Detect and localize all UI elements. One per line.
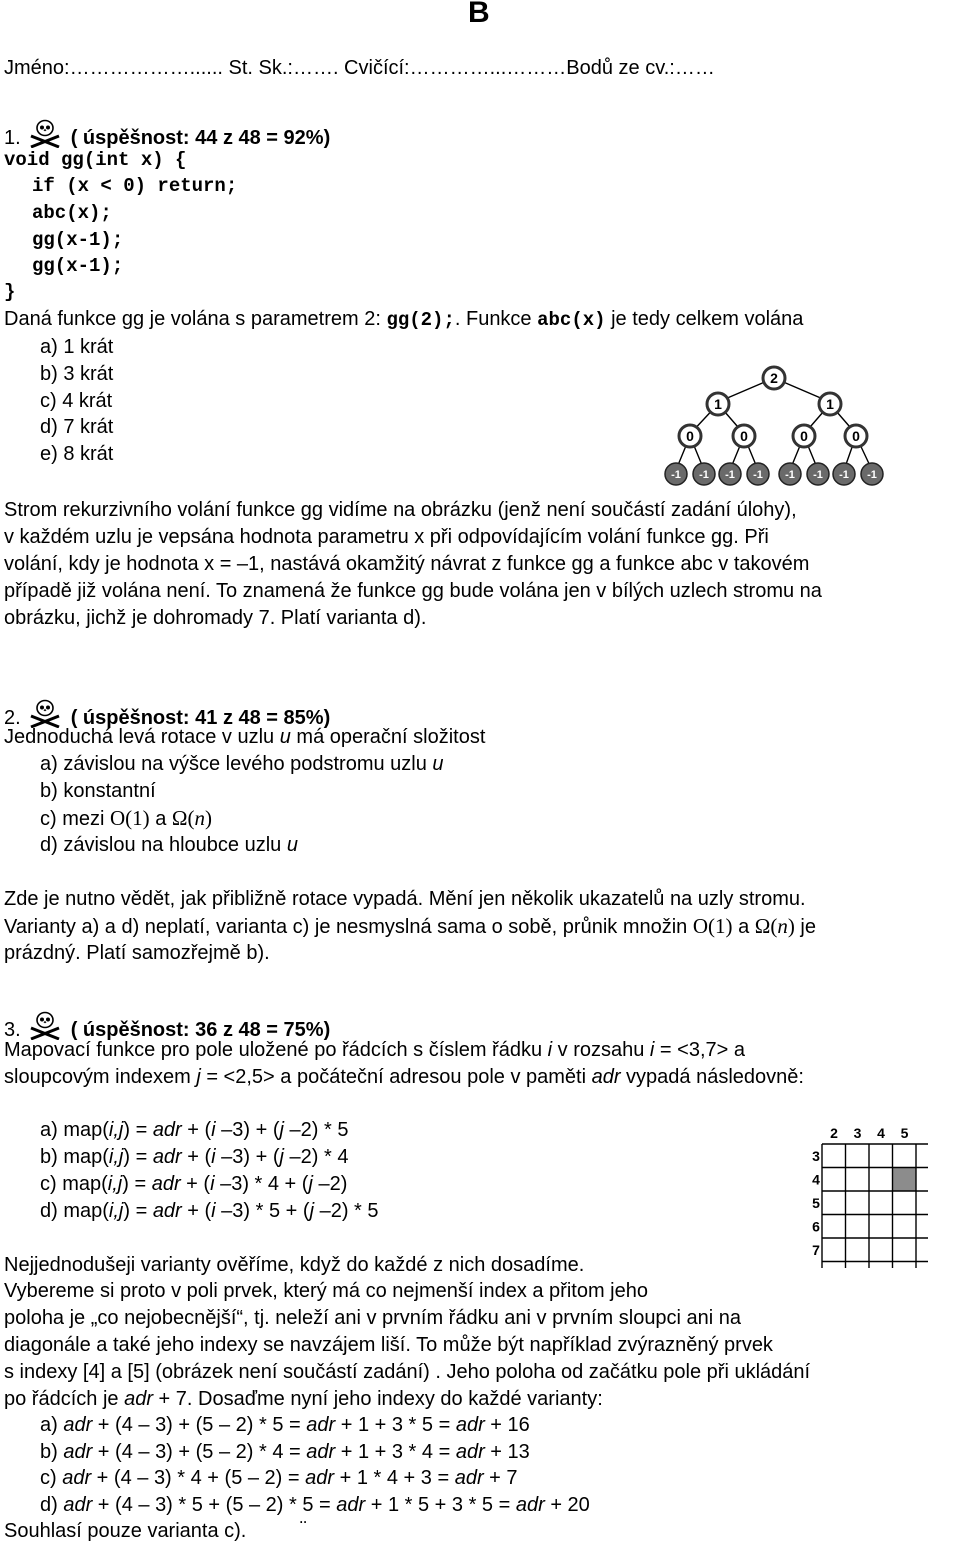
q1-code-line: if (x < 0) return; bbox=[32, 175, 238, 197]
svg-text:-1: -1 bbox=[753, 469, 763, 481]
q3-option-d: d) map(i,j) = adr + (i –3) * 5 + (j –2) * 5 bbox=[40, 1200, 379, 1222]
q1-option-b: b) 3 krát bbox=[40, 363, 114, 385]
q1-stem-text: Daná funkce gg je volána s parametrem 2: bbox=[4, 308, 387, 330]
skull-icon bbox=[27, 698, 63, 728]
q3-option-c: c) map(i,j) = adr + (i –3) * 4 + (j –2) bbox=[40, 1173, 348, 1195]
row-index-label: 3 bbox=[812, 1148, 820, 1164]
q1-stem-code: gg(2); bbox=[386, 309, 455, 331]
svg-text:-1: -1 bbox=[839, 469, 849, 481]
tree-leaf bbox=[693, 463, 715, 485]
q3-option-a: a) map(i,j) = adr + (i –3) + (j –2) * 5 bbox=[40, 1119, 349, 1141]
tree-node bbox=[733, 425, 755, 447]
svg-text:-1: -1 bbox=[867, 469, 877, 481]
q3-calc-b: b) adr + (4 – 3) + (5 – 2) * 4 = adr + 1 + 3 * 4 = adr + 13 bbox=[40, 1441, 530, 1463]
q1-explanation: obrázku, jichž je dohromady 7. Platí varianta d). bbox=[4, 607, 427, 629]
q3-stem: Mapovací funkce pro pole uložené po řádcích s číslem řádku i v rozsahu i = <3,7> a bbox=[4, 1039, 745, 1061]
q2-explanation: prázdný. Platí samozřejmě b). bbox=[4, 942, 270, 964]
q1-explanation: Strom rekurzivního volání funkce gg vidíme na obrázku (jenž není součástí zadání úlohy), bbox=[4, 499, 797, 521]
q1-stem-text: je tedy celkem volána bbox=[605, 308, 804, 330]
q1-stem-code: abc(x) bbox=[537, 309, 606, 331]
tree-node bbox=[763, 367, 785, 389]
tree-node bbox=[845, 425, 867, 447]
q3-number: 3. bbox=[4, 1019, 21, 1041]
q3-calc-a: a) adr + (4 – 3) + (5 – 2) * 5 = adr + 1 + 3 * 5 = adr + 16 bbox=[40, 1414, 530, 1436]
q2-explanation: Varianty a) a d) neplatí, varianta c) je nesmyslná sama o sobě, průnik množin O(1) a Ω(n) je bbox=[4, 914, 816, 938]
q3-explanation: Vybereme si proto v poli prvek, který má co nejmenší index a přitom jeho bbox=[4, 1280, 648, 1302]
q3-explanation: Nejjednodušeji varianty ověříme, když do každé z nich dosadíme. bbox=[4, 1254, 585, 1276]
q1-code-line: } bbox=[4, 281, 16, 303]
column-index-label: 5 bbox=[900, 1125, 909, 1141]
q1-option-e: e) 8 krát bbox=[40, 443, 114, 465]
svg-text:0: 0 bbox=[852, 428, 860, 444]
q3-explanation: poloha je „co nejobecnější“, tj. neleží ani v prvním řádku ani v prvním sloupci ani na bbox=[4, 1307, 742, 1329]
variant-letter: B bbox=[468, 0, 490, 29]
q2-success: ( úspěšnost: 41 z 48 = 85%) bbox=[70, 707, 331, 729]
recursion-tree-figure bbox=[658, 362, 890, 490]
q2-option-c: c) mezi O(1) a Ω(n) bbox=[40, 806, 213, 830]
q1-stem bbox=[4, 307, 803, 333]
svg-text:-1: -1 bbox=[699, 469, 709, 481]
svg-text:0: 0 bbox=[800, 428, 808, 444]
q1-explanation: volání, kdy je hodnota x = –1, nastává okamžitý návrat z funkce gg a funkce abc v takovém bbox=[4, 553, 810, 575]
q1-option-c: c) 4 krát bbox=[40, 390, 113, 412]
q2-option-d: d) závislou na hloubce uzlu u bbox=[40, 834, 298, 856]
tree-node bbox=[679, 425, 701, 447]
row-index-label: 7 bbox=[812, 1242, 820, 1258]
stray-mark: ¨ bbox=[300, 1518, 307, 1540]
svg-text:-1: -1 bbox=[813, 469, 823, 481]
q3-heading bbox=[4, 1010, 331, 1041]
svg-text:0: 0 bbox=[686, 428, 694, 444]
svg-text:0: 0 bbox=[740, 428, 748, 444]
q3-success: ( úspěšnost: 36 z 48 = 75%) bbox=[70, 1019, 331, 1041]
q3-explanation: po řádcích je adr + 7. Dosaďme nyní jeho indexy do každé varianty: bbox=[4, 1388, 603, 1410]
tree-leaf bbox=[747, 463, 769, 485]
q1-code-line: gg(x-1); bbox=[32, 229, 124, 251]
highlighted-cell bbox=[893, 1168, 917, 1192]
skull-icon bbox=[27, 118, 63, 148]
row-index-label: 5 bbox=[812, 1195, 820, 1211]
q2-heading bbox=[4, 698, 331, 729]
q1-option-d: d) 7 krát bbox=[40, 416, 114, 438]
q1-explanation: případě již volána není. To znamená že funkce gg bude volána jen v bílých uzlech stromu na bbox=[4, 580, 822, 602]
skull-icon bbox=[27, 1010, 63, 1040]
column-index-label: 3 bbox=[853, 1125, 862, 1141]
q3-calc-c: c) adr + (4 – 3) * 4 + (5 – 2) = adr + 1 * 4 + 3 = adr + 7 bbox=[40, 1467, 518, 1489]
tree-leaf bbox=[861, 463, 883, 485]
q3-conclusion: Souhlasí pouze varianta c). bbox=[4, 1520, 247, 1542]
tree-node bbox=[793, 425, 815, 447]
q2-stem: Jednoduchá levá rotace v uzlu u má operační složitost bbox=[4, 726, 486, 748]
array-grid-figure bbox=[804, 1122, 928, 1268]
q1-code-line: gg(x-1); bbox=[32, 255, 124, 277]
q1-success: ( úspěšnost: 44 z 48 = 92%) bbox=[70, 127, 331, 149]
column-index-label: 4 bbox=[877, 1125, 885, 1141]
tree-node bbox=[707, 393, 729, 415]
svg-text:1: 1 bbox=[714, 396, 722, 412]
q1-code-line: abc(x); bbox=[32, 202, 112, 224]
svg-text:-1: -1 bbox=[671, 469, 681, 481]
svg-text:1: 1 bbox=[826, 396, 834, 412]
q3-option-b: b) map(i,j) = adr + (i –3) + (j –2) * 4 bbox=[40, 1146, 349, 1168]
q1-heading bbox=[4, 118, 331, 149]
tree-leaf bbox=[665, 463, 687, 485]
q1-option-a: a) 1 krát bbox=[40, 336, 114, 358]
tree-leaf bbox=[779, 463, 801, 485]
svg-text:-1: -1 bbox=[785, 469, 795, 481]
column-index-label: 2 bbox=[830, 1125, 838, 1141]
svg-text:2: 2 bbox=[770, 370, 778, 386]
name-line: Jméno:………………...... St. Sk.:……. Cvičící:…………...………Bodů ze cv.:…… bbox=[4, 57, 715, 79]
svg-text:-1: -1 bbox=[725, 469, 735, 481]
q3-stem: sloupcovým indexem j = <2,5> a počáteční adresou pole v paměti adr vypadá následovně: bbox=[4, 1066, 804, 1088]
q1-code-line: void gg(int x) { bbox=[4, 149, 187, 171]
row-index-label: 4 bbox=[812, 1171, 820, 1188]
q1-number: 1. bbox=[4, 127, 21, 149]
q1-explanation: v každém uzlu je vepsána hodnota parametru x při odpovídajícím volání funkce gg. Při bbox=[4, 526, 769, 548]
tree-leaf bbox=[807, 463, 829, 485]
row-index-label: 6 bbox=[812, 1218, 820, 1235]
q2-option-a: a) závislou na výšce levého podstromu uzlu u bbox=[40, 753, 444, 775]
tree-leaf bbox=[719, 463, 741, 485]
tree-node bbox=[819, 393, 841, 415]
q2-number: 2. bbox=[4, 707, 21, 729]
q2-explanation: Zde je nutno vědět, jak přibližně rotace vypadá. Mění jen několik ukazatelů na uzly stromu. bbox=[4, 888, 806, 910]
q2-option-b: b) konstantní bbox=[40, 780, 156, 802]
tree-leaf bbox=[833, 463, 855, 485]
q1-stem-text: . Funkce bbox=[454, 308, 538, 330]
q3-explanation: s indexy [4] a [5] (obrázek není součástí zadání) . Jeho poloha od začátku pole při ukládání bbox=[4, 1361, 811, 1383]
q3-explanation: diagonále a také jeho indexy se navzájem liší. To může být například zvýrazněný prvek bbox=[4, 1334, 773, 1356]
q3-calc-d: d) adr + (4 – 3) * 5 + (5 – 2) * 5 = adr + 1 * 5 + 3 * 5 = adr + 20 bbox=[40, 1494, 590, 1516]
